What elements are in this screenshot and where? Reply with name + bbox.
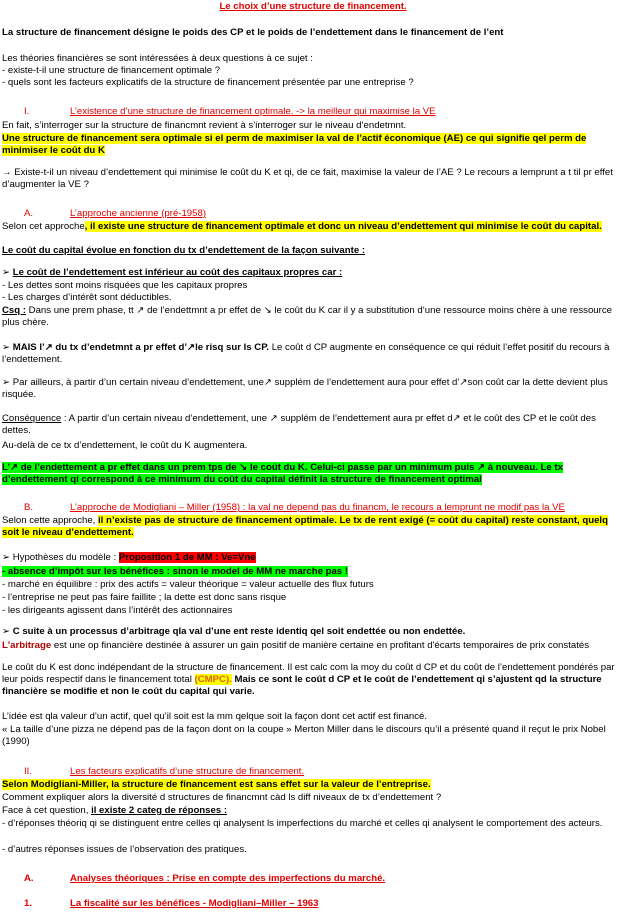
section-2-number: II. — [24, 766, 32, 777]
hypothesis-3: - les dirigeants agissent dans l’intérêt des actionnaires — [2, 605, 233, 616]
consequence-2-end: Au-delà de ce tx d’endettement, le coût du K augmentera. — [2, 440, 248, 451]
section-a-heading — [2, 208, 624, 220]
section-2-highlight: Selon Modigliani-Miller, la structure de financement est sans effet sur la valeur de l’entreprise. — [2, 779, 431, 790]
section-a-green-summary: L’↗ de l’endettement a pr effet dans un prem tps de ↘ le coût du K. Celui-ci passe par un minimum puis ↗ à nouveau. Le tx d’endettement qi correspond à ce minimum du coût du capital définit la structure de financement optimal — [2, 462, 563, 486]
question-1: - existe-t-il une structure de financement optimale ? — [2, 65, 221, 77]
section-1-number: I. — [24, 106, 30, 117]
section-2-1-number: 1. — [24, 898, 33, 909]
section-1-highlight: Une structure de financement sera optimale si el perm de maximiser la val de l’actif économique (AE) ce qui signifie qel perm de minimiser le coût du K — [2, 133, 587, 157]
consequence-2: Conséquence : A partir d’un certain niveau d’endettement, une ↗ supplém de l’endettement aura pr effet d↗ et le coût des CP et le coût des dettes. — [2, 413, 596, 437]
section-2-1-heading — [2, 898, 624, 910]
section-2-1-title: La fiscalité sur les bénéfices - Modigliani–Miller – 1963 — [70, 898, 319, 909]
section-b-heading — [2, 502, 624, 514]
bullet-arrow-icon: ➢ — [2, 377, 11, 388]
bullet-arrow-icon: ➢ — [2, 626, 11, 637]
arbitrage-bullet: ➢ C suite à un processus d’arbitrage qla val d’une ent reste identiq qel soit endettée ou non endettée. — [2, 626, 466, 637]
bullet-par-ailleurs: ➢ Par ailleurs, à partir d’un certain niveau d’endettement, une↗ supplém de l’endettement aura pour effet d’↗son coût car la dette devient plus risquée. — [2, 377, 608, 401]
section-a-para-1: Selon cet approche, il existe une structure de financement optimale et donc un niveau d’endettement qui minimise le coût du capital. — [2, 221, 602, 232]
section-2-para-1: Comment expliquer alors la diversité d structures de financmnt càd ls diff niveaux de tx d’endettement ? — [2, 792, 442, 803]
bullet-arrow-icon: ➢ — [2, 267, 11, 278]
question-2: - quels sont les facteurs explicatifs de la structure de financement présentée par une entreprise ? — [2, 77, 414, 89]
section-2a-heading — [2, 873, 624, 885]
section-2-heading — [2, 766, 624, 778]
section-2a-title: Analyses théoriques : Prise en compte des imperfections du marché. — [70, 873, 386, 884]
section-1-title: L’existence d’une structure de financement optimale. -> la meilleur qui maximise la VE — [70, 106, 436, 117]
section-b-para-1: Selon cette approche, il n’existe pas de structure de financement optimale. Le tx de rent exigé (= coût du capital) reste constant, quelq soit le niveau d’endettement. — [2, 515, 608, 539]
section-2-para-2: Face à cet question, il existe 2 categ de réponses : — [2, 805, 228, 816]
section-b-cmpc: Le coût du K est donc indépendant de la structure de financement. Il est calc com la moy du coût d CP et du coût de l’endettement pondérés par leur poids respectif dans le financement total (CMPC). Mais ce sont le coût d CP et le coût de l’endettement qi s’ajustent qd la structure financière se modifie et non le coût du capital qui varie. — [2, 662, 615, 698]
section-a-number: A. — [24, 208, 34, 219]
section-1-heading — [2, 106, 624, 118]
section-2-title: Les facteurs explicatifs d’une structure de financement. — [70, 766, 305, 777]
section-2-answer-2: - d’autres réponses issues de l’observation des pratiques. — [2, 844, 247, 855]
consequence-1: Csq : Dans une prem phase, tt ↗ de l’endettmnt a pr effet de ↘ le coût du K car il y a substitution d’une ressource moins chère à une ressource plus chère. — [2, 305, 612, 329]
bullet-arrow-icon: ➢ — [2, 342, 11, 353]
bullet-cost-lower: ➢ Le coût de l’endettement est inférieur au coût des capitaux propres car : — [2, 267, 343, 278]
hypothesis-2: - l’entreprise ne peut pas faire faillite ; la dette est donc sans risque — [2, 592, 287, 603]
questions-block — [2, 53, 624, 90]
hypothesis-no-tax: - absence d’impôt sur les bénéfices : sinon le model de MM ne marche pas ! — [2, 566, 348, 577]
section-b-idea: L’idée est qla valeur d’un actif, quel qu’il soit est la mm qelque soit la façon dont cet actif est financé. — [2, 711, 428, 722]
section-1-para-1: En fait, s’interroger sur la structure de financmnt revient à s’interroger sur le niveau d’endetmnt. — [2, 120, 407, 131]
reason-2: - Les charges d’intérêt sont déductibles. — [2, 292, 172, 303]
section-a-evolution-heading: Le coût du capital évolue en fonction du tx d’endettement de la façon suivante : — [2, 245, 366, 256]
hypothesis-1: - marché en équilibre : prix des actifs = valeur théorique = valeur actuelle des flux futurs — [2, 579, 374, 590]
bullet-mais: ➢ MAIS l’↗ du tx d’endetmnt a pr effet d’↗le risq sur ls CP. Le coût d CP augmente en conséquence ce qui réduit l’effet positif du recours à l’endettement. — [2, 342, 610, 366]
section-2a-number: A. — [24, 873, 34, 884]
intro-definition: La structure de financement désigne le poids des CP et le poids de l’endettement dans le financement de l’ent — [2, 27, 504, 38]
arbitrage-definition: L'arbitrage est une op financière destinée à assurer un gain positif de manière certaine en profitant d'écarts temporaires de prix constatés — [2, 640, 589, 651]
bullet-arrow-icon: ➢ — [2, 552, 11, 563]
section-2-answer-1: - d’réponses théoriq qi se distinguent entre celles qi analysent ls imperfections du marché et celles qi analysent le comportement des acteurs. — [2, 818, 603, 829]
questions-lead: Les théories financières se sont intéressées à deux questions à ce sujet : — [2, 53, 313, 64]
section-b-number: B. — [24, 502, 34, 513]
section-b-quote: « La taille d’une pizza ne dépend pas de la façon dont on la coupe » Merton Miller dans le discours qu’il a présenté quand il reçut le prix Nobel (1990) — [2, 724, 606, 748]
section-1-question: → Existe-t-il un niveau d’endettement qui minimise le coût du K et qi, de ce fait, maximise la valeur de l’AE ? Le recours a lemprunt a t til pr effet d’augmenter la VE ? — [2, 167, 613, 191]
reason-1: - Les dettes sont moins risquées que les capitaux propres — [2, 280, 248, 291]
document-title: Le choix d’une structure de financement. — [219, 1, 407, 12]
section-a-title: L’approche ancienne (pré-1958) — [70, 208, 207, 219]
section-b-title: L’approche de Modigliani – Miller (1958) : la val ne depend pas du financm, le recours a lemprunt ne modif pas la VE — [70, 502, 565, 513]
hypotheses-heading: ➢ Hypothèses du modèle : Proposition 1 de MM : Ve=Vne — [2, 552, 256, 563]
